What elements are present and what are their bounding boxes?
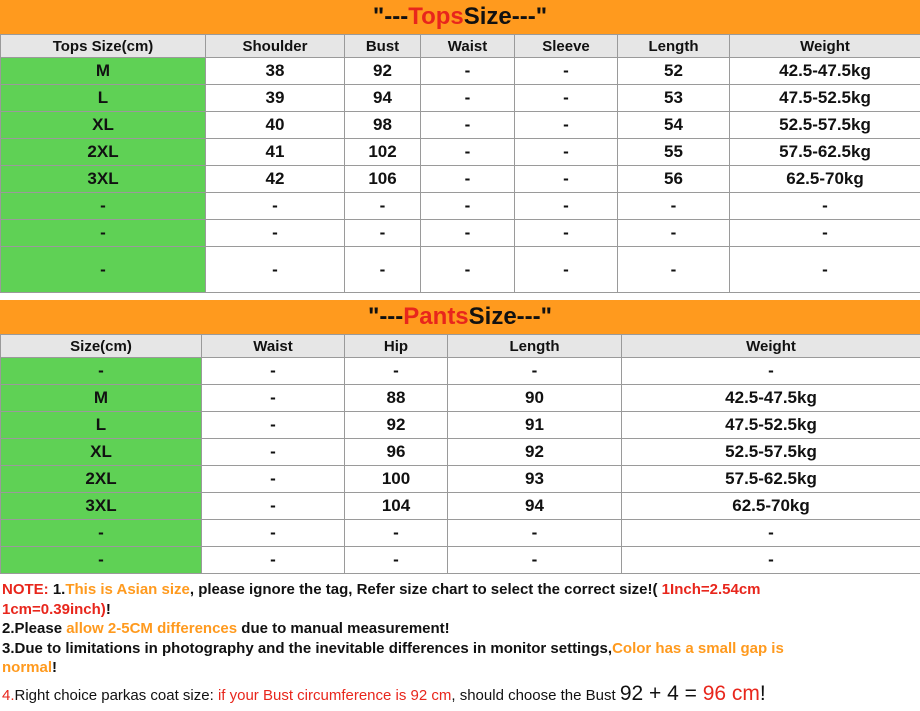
tops-value-cell: -: [206, 193, 345, 220]
pants-title-post: Size---": [468, 303, 553, 330]
tops-value-cell: 62.5-70kg: [730, 166, 920, 193]
pants-value-cell: -: [448, 520, 622, 547]
tops-value-cell: 41: [206, 139, 345, 166]
note-2-highlight: allow 2-5CM differences: [66, 620, 238, 637]
tops-row: [1, 85, 920, 112]
pants-value-cell: 88: [345, 385, 448, 412]
tops-value-cell: 54: [618, 112, 730, 139]
pants-row: [1, 439, 920, 466]
note-1-highlight: This is Asian size: [65, 581, 190, 598]
note-4: [2, 681, 918, 706]
pants-value-cell: -: [202, 385, 345, 412]
pants-size-cell: -: [1, 547, 202, 574]
tops-value-cell: 53: [618, 85, 730, 112]
tops-header-row: [1, 35, 920, 58]
tops-title-post: Size---": [463, 3, 548, 30]
pants-size-cell: 2XL: [1, 466, 202, 493]
tops-value-cell: -: [345, 220, 421, 247]
tops-value-cell: -: [345, 247, 421, 293]
pants-row: [1, 385, 920, 412]
pants-col-size: Size(cm): [1, 335, 202, 358]
tops-value-cell: -: [515, 166, 618, 193]
tops-row: [1, 193, 920, 220]
pants-value-cell: -: [202, 439, 345, 466]
note-4-result: 96 cm: [702, 681, 760, 705]
tops-value-cell: -: [421, 139, 515, 166]
pants-value-cell: 57.5-62.5kg: [622, 466, 920, 493]
pants-value-cell: -: [202, 493, 345, 520]
tops-value-cell: -: [515, 139, 618, 166]
pants-value-cell: -: [345, 547, 448, 574]
tops-value-cell: -: [421, 58, 515, 85]
tops-size-cell: 3XL: [1, 166, 206, 193]
pants-row: [1, 466, 920, 493]
tops-row: [1, 220, 920, 247]
tops-size-cell: -: [1, 220, 206, 247]
note-3-highlight: Color has a small gap is: [612, 639, 784, 657]
tops-value-cell: 102: [345, 139, 421, 166]
pants-value-cell: -: [345, 358, 448, 385]
tops-value-cell: 56: [618, 166, 730, 193]
tops-col-bust: Bust: [345, 35, 421, 58]
pants-row: [1, 412, 920, 439]
tops-size-cell: M: [1, 58, 206, 85]
note-3-cont: [2, 658, 918, 678]
tops-value-cell: 55: [618, 139, 730, 166]
tops-size-title: [0, 0, 920, 34]
tops-col-length: Length: [618, 35, 730, 58]
tops-value-cell: 42.5-47.5kg: [730, 58, 920, 85]
tops-value-cell: -: [515, 220, 618, 247]
tops-value-cell: -: [618, 220, 730, 247]
tops-value-cell: -: [206, 247, 345, 293]
tops-value-cell: -: [515, 193, 618, 220]
note-prefix: NOTE:: [2, 581, 53, 598]
pants-value-cell: 93: [448, 466, 622, 493]
note-4-text-2: , should choose the Bust: [451, 686, 620, 704]
note-3: [2, 639, 918, 659]
note-1-text: , please ignore the tag, Refer size chart to select the correct size!(: [189, 581, 658, 598]
tops-value-cell: 52: [618, 58, 730, 85]
pants-size-cell: XL: [1, 439, 202, 466]
tops-row: [1, 166, 920, 193]
tops-value-cell: -: [421, 193, 515, 220]
pants-value-cell: -: [448, 547, 622, 574]
size-notes: [2, 580, 918, 705]
note-3-highlight-2: normal: [2, 659, 53, 676]
tops-value-cell: 98: [345, 112, 421, 139]
pants-value-cell: -: [448, 358, 622, 385]
tops-row: [1, 112, 920, 139]
pants-size-cell: -: [1, 520, 202, 547]
note-2-text: due to manual measurement!: [237, 620, 450, 637]
tops-size-cell: -: [1, 247, 206, 293]
tops-row: [1, 139, 920, 166]
pants-col-hip: Hip: [345, 335, 448, 358]
pants-value-cell: 52.5-57.5kg: [622, 439, 920, 466]
pants-value-cell: 42.5-47.5kg: [622, 385, 920, 412]
tops-title-red: Tops: [408, 3, 464, 30]
tops-value-cell: -: [515, 85, 618, 112]
pants-size-cell: -: [1, 358, 202, 385]
note-2: [2, 619, 918, 639]
tops-value-cell: -: [515, 112, 618, 139]
tops-title-pre: "---: [372, 3, 409, 30]
pants-value-cell: -: [202, 412, 345, 439]
pants-title-pre: "---: [367, 303, 404, 330]
tops-size-cell: 2XL: [1, 139, 206, 166]
tops-value-cell: 57.5-62.5kg: [730, 139, 920, 166]
pants-row: [1, 493, 920, 520]
pants-size-table: [0, 334, 920, 574]
tops-value-cell: 39: [206, 85, 345, 112]
note-1-num: 1.: [52, 581, 66, 598]
tops-value-cell: 47.5-52.5kg: [730, 85, 920, 112]
pants-value-cell: -: [202, 547, 345, 574]
pants-value-cell: -: [622, 547, 920, 574]
pants-value-cell: 47.5-52.5kg: [622, 412, 920, 439]
note-1-cont: [2, 600, 918, 620]
pants-value-cell: 104: [345, 493, 448, 520]
pants-title-red: Pants: [403, 303, 469, 330]
tops-row: [1, 58, 920, 85]
pants-value-cell: -: [622, 520, 920, 547]
note-1-end: !: [105, 600, 111, 618]
tops-col-sleeve: Sleeve: [515, 35, 618, 58]
pants-value-cell: -: [202, 466, 345, 493]
note-4-num: 4.: [2, 686, 15, 704]
note-3-text: 3.Due to limitations in photography and the inevitable differences in monitor settings,: [2, 639, 613, 657]
pants-size-title: [0, 300, 920, 334]
tops-col-size: Tops Size(cm): [1, 35, 206, 58]
pants-value-cell: 94: [448, 493, 622, 520]
tops-value-cell: 38: [206, 58, 345, 85]
note-4-text: Right choice parkas coat size:: [14, 686, 218, 704]
pants-value-cell: -: [622, 358, 920, 385]
tops-value-cell: -: [345, 193, 421, 220]
tops-col-shoulder: Shoulder: [206, 35, 345, 58]
tops-value-cell: -: [421, 220, 515, 247]
tops-size-cell: L: [1, 85, 206, 112]
tops-value-cell: -: [730, 247, 920, 293]
pants-size-cell: M: [1, 385, 202, 412]
note-4-highlight: if your Bust circumference is 92 cm: [217, 686, 452, 704]
tops-value-cell: -: [421, 166, 515, 193]
pants-value-cell: -: [202, 358, 345, 385]
pants-value-cell: 92: [448, 439, 622, 466]
pants-value-cell: 92: [345, 412, 448, 439]
pants-value-cell: 100: [345, 466, 448, 493]
tops-value-cell: -: [730, 220, 920, 247]
tops-value-cell: 40: [206, 112, 345, 139]
pants-value-cell: 90: [448, 385, 622, 412]
tops-col-weight: Weight: [730, 35, 920, 58]
pants-header-row: [1, 335, 920, 358]
tops-value-cell: -: [421, 247, 515, 293]
pants-col-weight: Weight: [622, 335, 920, 358]
pants-row: [1, 547, 920, 574]
tops-value-cell: 52.5-57.5kg: [730, 112, 920, 139]
note-1-conversion-cm: 1cm=0.39inch): [2, 600, 106, 618]
pants-value-cell: -: [345, 520, 448, 547]
tops-size-table: [0, 34, 920, 293]
tops-value-cell: -: [515, 58, 618, 85]
note-4-formula: 92 + 4 =: [619, 681, 703, 705]
tops-value-cell: 92: [345, 58, 421, 85]
pants-value-cell: 96: [345, 439, 448, 466]
tops-value-cell: -: [618, 193, 730, 220]
note-1: [2, 580, 918, 600]
pants-size-cell: 3XL: [1, 493, 202, 520]
note-2-num: 2.Please: [2, 620, 67, 637]
note-1-conversion-inch: 1Inch=2.54cm: [657, 581, 761, 598]
tops-value-cell: -: [421, 85, 515, 112]
note-4-end: !: [759, 681, 766, 705]
tops-value-cell: 106: [345, 166, 421, 193]
pants-row: [1, 358, 920, 385]
tops-size-cell: -: [1, 193, 206, 220]
tops-value-cell: -: [206, 220, 345, 247]
tops-value-cell: -: [421, 112, 515, 139]
pants-col-length: Length: [448, 335, 622, 358]
tops-value-cell: -: [730, 193, 920, 220]
note-3-end: !: [52, 659, 58, 676]
pants-size-cell: L: [1, 412, 202, 439]
tops-row: [1, 247, 920, 293]
pants-value-cell: -: [202, 520, 345, 547]
tops-value-cell: 94: [345, 85, 421, 112]
tops-col-waist: Waist: [421, 35, 515, 58]
tops-value-cell: -: [515, 247, 618, 293]
tops-value-cell: 42: [206, 166, 345, 193]
pants-row: [1, 520, 920, 547]
pants-col-waist: Waist: [202, 335, 345, 358]
tops-value-cell: -: [618, 247, 730, 293]
pants-value-cell: 62.5-70kg: [622, 493, 920, 520]
pants-value-cell: 91: [448, 412, 622, 439]
tops-size-cell: XL: [1, 112, 206, 139]
